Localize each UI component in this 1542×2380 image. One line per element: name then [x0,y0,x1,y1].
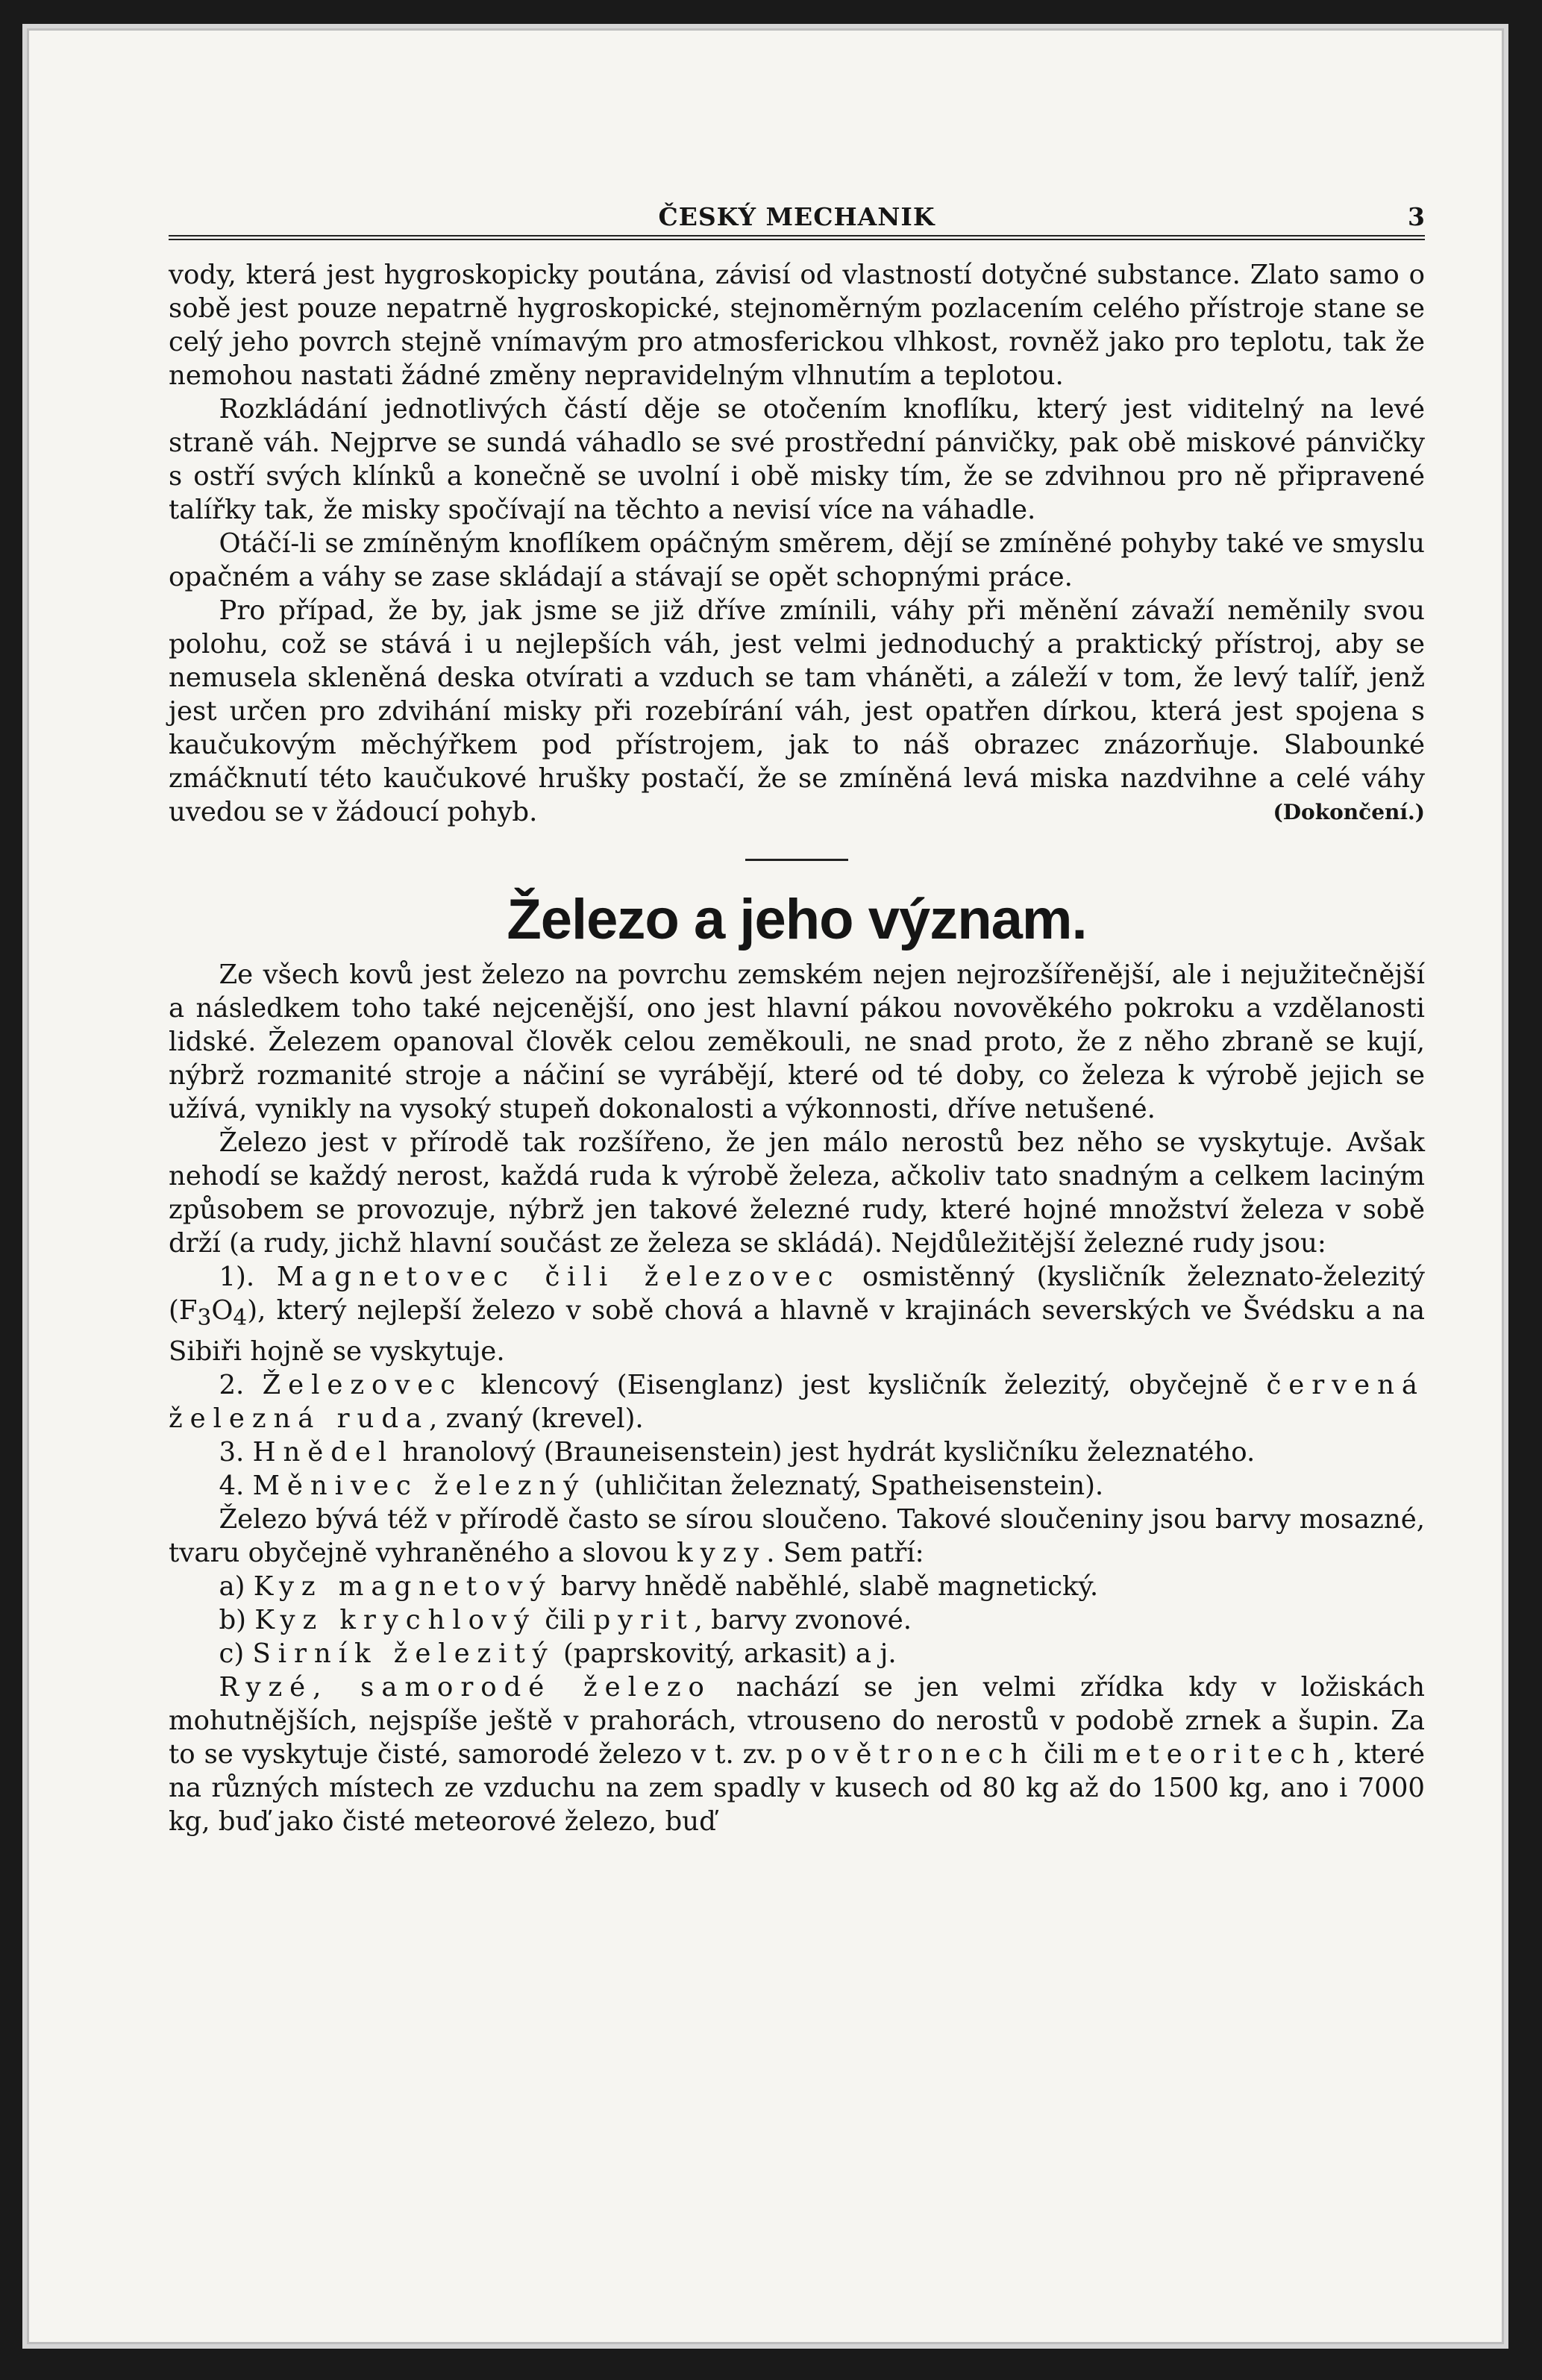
ore-number: 2. [219,1370,245,1401]
pyrite-text: , barvy zvonové. [694,1605,912,1636]
ore-name: Magnetovec čili železovec [276,1262,841,1292]
ore-item [169,1469,1425,1503]
pyrites-intro-end: . Sem patří: [766,1538,924,1569]
ore-item [169,1368,1425,1435]
paragraph: Železo jest v přírodě tak rozšířeno, že jen málo nerostů bez něho se vyskytuje. Avšak nehodí se každý nerost, každá ruda k výrobě železa, ačkoliv tato snadným a celkem laciným způsobem se provozuje, nýbrž jen takové železné rudy, které hojné množství železa v sobě drží (a rudy, jichž hlavní součást ze železa se skládá). Nejdůležitější železné rudy jsou: [169,1127,1425,1259]
section-divider [745,859,848,861]
ore-number: 1). [219,1262,255,1292]
pyrite-name: Kyz krychlový [254,1605,536,1636]
paragraph-text: Pro případ, že by, jak jsme se již dříve zmínili, váhy při měnění závaží neměnily svou polohu, což se stává i u nejlepších váh, jest velmi jednoduchý a praktický přístroj, aby se nemusela skleněná deska otvírati a vzduch se tam vháněti, a záleží v tom, že levý talíř, jenž jest určen pro zdvihání misky při rozebírání váh, jest opatřen dírkou, která jest spojena s kaučukovým měchýřkem pod přístrojem, jak to náš obrazec znázorňuje. Slabounké zmáčknutí této kaučukové hrušky postačí, že se zmíněná levá miska nazdvihne a celé váhy uvedou se v žádoucí pohyb. [169,595,1425,827]
ore-item [169,1435,1425,1469]
pyrite-text: čili [536,1605,594,1636]
article-body [169,958,1425,1838]
continued-article [169,258,1425,829]
ore-item [169,1260,1425,1368]
ore-text: hranolový (Brauneisenstein) jest hydrát kysličníku železnatého. [394,1437,1256,1468]
spaced-term: meteoritech [1093,1739,1338,1770]
page [22,24,1508,2349]
ore-number: 3. [219,1437,245,1468]
pyrite-name: Kyz magnetový [253,1571,553,1603]
pyrite-text: barvy hnědě naběhlé, slabě magnetický. [552,1571,1099,1603]
pyrite-letter: c) [219,1638,245,1670]
pyrite-item [169,1603,1425,1637]
journal-title: ČESKÝ MECHANIK [658,202,935,231]
native-iron-text: čili [1035,1739,1093,1770]
formula-text: O [211,1295,234,1326]
pyrites-word: kyzy [677,1538,767,1569]
native-iron-text: nachází se jen velmi zřídka kdy v ložiskách mohutnějších, nejspíše ještě v prahorách, vtrouseno do nerostů v podobě zrnek a šupin. Za to se vyskytuje čisté, samorodé železo v t. zv. [169,1672,1425,1770]
ore-number: 4. [219,1471,245,1502]
pyrite-name: Sirník železitý [252,1638,555,1670]
ore-text: ), který nejlepší železo v sobě chová a hlavně v krajinách severských ve Švédsku a na Sibiři hojně se vyskytuje. [169,1295,1425,1368]
paragraph [169,1503,1425,1570]
pyrite-name: pyrit [593,1605,695,1636]
paragraph-with-note [169,594,1425,829]
pyrite-letter: b) [219,1605,247,1636]
ore-name: Železovec [262,1370,463,1401]
pyrite-item [169,1637,1425,1670]
pyrite-text: (paprskovitý, arkasit) a j. [554,1638,897,1670]
page-number: 3 [1408,202,1425,231]
paragraph: Ze všech kovů jest železo na povrchu zemském nejen nejrozšířenější, ale i nejužitečnější a následkem toho také nejcenější, ono jest hlavní pákou novověkého pokroku a vzdělanosti lidské. Železem opanoval člověk celou zeměkouli, ne snad proto, že z něho zbraně se kují, nýbrž rozmanité stroje a náčiní se vyrábějí, které od té doby, co železa k výrobě jejich se užívá, vynikly na vysoký stupeň dokonalosti a výkonnosti, dříve netušené. [169,959,1425,1124]
pyrites-intro: Železo bývá též v přírodě často se sírou sloučeno. Takové sloučeniny jsou barvy mosazné, tvaru obyčejně vyhraněného a slovou [169,1504,1425,1569]
concluded-note: (Dokončení.) [1273,800,1425,824]
page-content [169,189,1425,1838]
pyrite-letter: a) [219,1571,245,1603]
paragraph: Rozkládání jednotlivých částí děje se otočením knoflíku, který jest viditelný na levé straně váh. Nejprve se sundá váhadlo se své prostřední pánvičky, pak obě miskové pánvičky s ostří svých klínků a konečně se uvolní i obě misky tím, že se zdvihnou pro ně připravené talířky tak, že misky spočívají na těchto a nevisí více na váhadle. [169,394,1425,525]
pyrite-item [169,1570,1425,1603]
formula-subscript: 4 [233,1305,248,1331]
ore-text: , zvaný (krevel). [429,1403,644,1435]
ore-name: Hnědel [252,1437,395,1468]
ore-text: (uhličitan železnatý, Spatheisenstein). [586,1471,1104,1502]
article-title: Železo a jeho význam. [507,888,1087,951]
ore-text: osmistěnný (kysličník železnato-železitý (F [169,1262,1425,1326]
native-iron-text: , které na různých místech ze vzduchu na zem spadly v kusech od 80 kg až do 1500 kg, ano i 7000 kg, buď jako čisté meteorové železo, buď [169,1739,1426,1838]
paragraph: vody, která jest hygroskopicky poutána, závisí od vlastností dotyčné substance. Zlato samo o sobě jest pouze nepatrně hygroskopické, stejnoměrným pozlacením celého přístroje stane se celý jeho povrch stejně vnímavým pro atmosferickou vlhkost, rovněž jako pro teplotu, tak že nemohou nastati žádné změny nepravidelným vlhnutím a teplotou. [169,260,1425,391]
spaced-term: povětronech [786,1739,1035,1770]
header-rule [169,235,1425,240]
ore-text: klencový (Eisenglanz) jest kysličník železitý, obyčejně [463,1370,1267,1401]
ore-name: Měnivec železný [252,1471,586,1502]
native-iron-lead: Ryzé, samorodé železo [219,1672,712,1703]
paragraph [169,1670,1425,1838]
running-header [169,189,1425,234]
paragraph: Otáčí-li se zmíněným knoflíkem opáčným směrem, dějí se zmíněné pohyby také ve smyslu opačném a váhy se zase skládají a stávají se opět schopnými práce. [169,528,1425,592]
formula-subscript: 3 [197,1305,212,1331]
ore-name: červená železná ruda [169,1370,1425,1435]
